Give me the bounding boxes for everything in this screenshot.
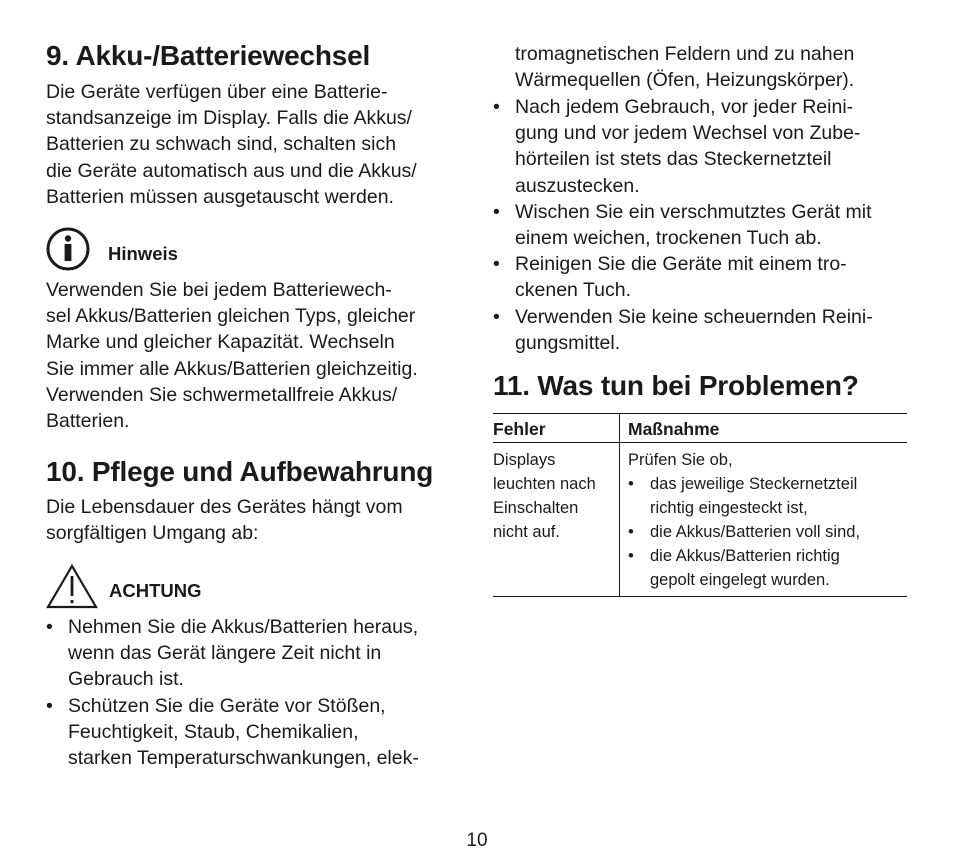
bullet-icon: • [493,305,500,328]
fault-text [493,448,615,544]
text-line: die Akkus/Batterien voll sind, [650,523,861,541]
care-intro-text [46,494,403,546]
list-item [628,544,907,592]
text-line: Schützen Sie die Geräte vor Stößen, [68,694,386,717]
text-line: Gebrauch ist. [68,668,184,691]
measure-checklist [628,472,907,592]
warning-triangle-icon [46,563,98,609]
text-line: das jeweilige Steckernetzteil [650,475,858,493]
bullet-icon: • [46,616,53,638]
warning-list [46,614,419,771]
text-line: Wischen Sie ein verschmutztes Gerät mit [515,200,872,223]
info-icon [46,226,92,272]
text-line: Marke und gleicher Kapazität. Wechseln [46,331,395,354]
text-line: auszustecken. [515,174,640,197]
text-line: tromagnetischen Feldern und zu nahen [515,43,855,65]
heading-troubleshooting: 11. Was tun bei Problemen? [493,370,859,401]
text-line: Feuchtigkeit, Staub, Chemikalien, [68,720,359,743]
text-line: gungsmittel. [515,331,621,354]
list-item [493,251,873,303]
text-line: Verwenden Sie schwermetallfreie Akkus/ [46,383,398,406]
text-line: sel Akkus/Batterien gleichen Typs, gleicher [46,305,416,328]
text-line: nicht auf. [493,523,560,541]
hint-label: Hinweis [108,243,178,264]
warning-label: ACHTUNG [109,580,202,601]
text-line: die Akkus/Batterien richtig [650,547,840,565]
text-line: Die Lebensdauer des Gerätes hängt vom [46,496,403,518]
hint-text [46,277,418,434]
list-item [493,199,873,251]
list-item [46,614,419,693]
header-measure: Maßnahme [620,414,908,443]
heading-battery-change: 9. Akku-/Batteriewechsel [46,40,371,71]
text-line: Nehmen Sie die Akkus/Batterien heraus, [68,616,419,638]
text-line: wenn das Gerät längere Zeit nicht in [68,642,382,665]
table-header-row [493,414,907,443]
text-line: Verwenden Sie keine scheuernden Reini- [515,305,873,328]
fault-cell [493,443,620,597]
battery-change-text [46,79,417,210]
heading-care-storage: 10. Pflege und Aufbewahrung [46,456,434,487]
list-item [628,472,907,520]
table-row [493,443,907,597]
text-line: Displays [493,451,556,469]
list-item [493,304,873,356]
bullet-icon: • [493,253,500,276]
text-line: einem weichen, trockenen Tuch ab. [515,227,822,250]
text-line: Batterien. [46,410,130,433]
care-list [493,94,873,356]
bullet-icon: • [628,547,634,565]
text-line: Verwenden Sie bei jedem Batteriewech- [46,279,392,301]
page-number: 10 [466,830,488,851]
text-line: gung und vor jedem Wechsel von Zube- [515,122,861,145]
text-line: gepolt eingelegt wurden. [650,571,830,589]
text-line: standsanzeige im Display. Falls die Akkus/ [46,107,412,130]
text-line: Reinigen Sie die Geräte mit einem tro- [515,253,847,276]
text-line: die Geräte automatisch aus und die Akkus/ [46,159,417,182]
bullet-icon: • [46,694,53,717]
text-line: Wärmequellen (Öfen, Heizungskörper). [515,69,855,92]
warning-continuation-text [515,41,854,93]
list-item [46,693,419,772]
text-line: Die Geräte verfügen über eine Batterie- [46,81,388,103]
text-line: Batterien zu schwach sind, schalten sich [46,133,397,156]
bullet-icon: • [628,523,634,541]
text-line: hörteilen ist stets das Steckernetzteil [515,148,832,171]
list-item [493,94,873,199]
text-line: Nach jedem Gebrauch, vor jeder Reini- [515,96,854,118]
list-item [628,520,907,544]
measure-cell [620,443,908,597]
bullet-icon: • [493,200,500,223]
text-line: sorgfältigen Umgang ab: [46,522,259,545]
text-line: Sie immer alle Akkus/Batterien gleichzeitig. [46,357,418,380]
bullet-icon: • [493,96,500,118]
text-line: ckenen Tuch. [515,279,631,302]
measure-intro: Prüfen Sie ob, [628,451,733,469]
text-line: starken Temperaturschwankungen, elek- [68,747,419,770]
header-fault: Fehler [493,414,620,443]
troubleshooting-table [493,413,907,597]
text-line: Einschalten [493,499,579,517]
text-line: richtig eingesteckt ist, [650,499,808,517]
text-line: leuchten nach [493,475,596,493]
text-line: Batterien müssen ausgetauscht werden. [46,185,394,208]
bullet-icon: • [628,475,634,493]
